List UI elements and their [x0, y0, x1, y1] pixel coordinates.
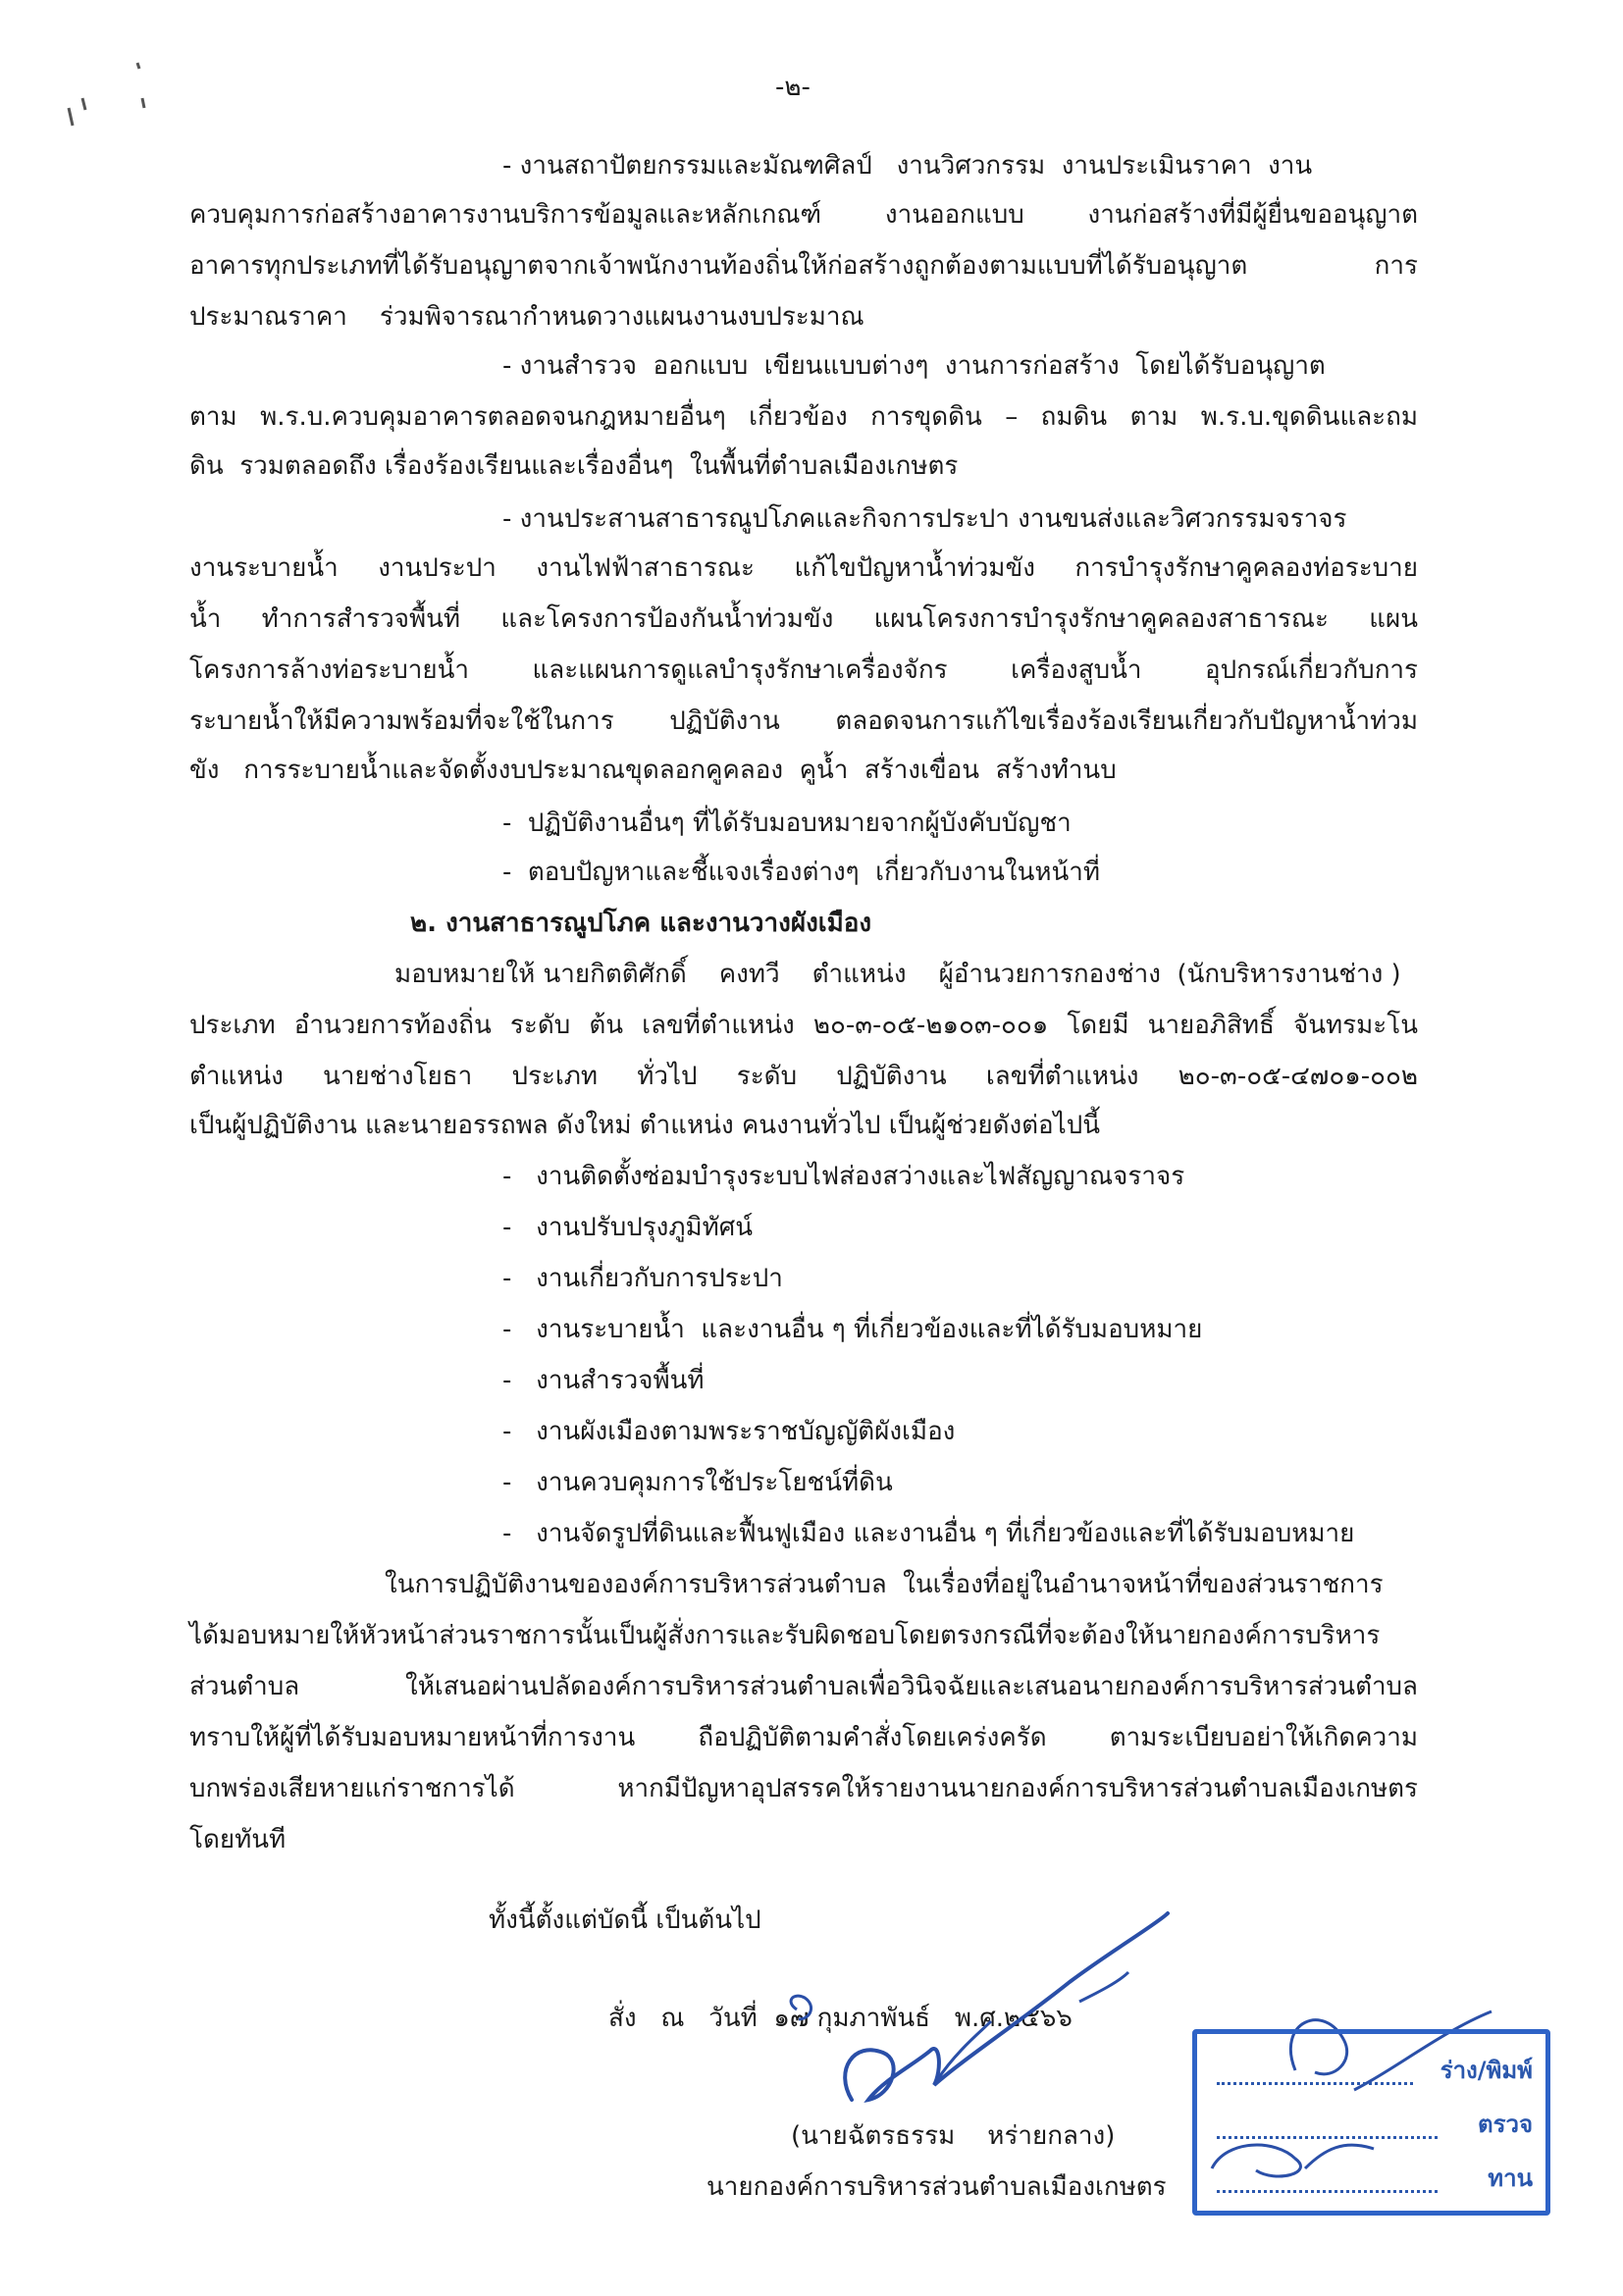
s2-item-8: - งานจัดรูปที่ดินและฟื้นฟูเมือง และงานอื่น ๆ ที่เกี่ยวข้องและที่ได้รับมอบหมาย: [502, 1519, 1355, 1548]
s1-line-14: - ปฏิบัติงานอื่นๆ ที่ได้รับมอบหมายจากผู้บังคับบัญชา: [502, 809, 1072, 838]
s1-line-6: ตาม พ.ร.บ.ควบคุมอาคารตลอดจนกฎหมายอื่นๆ เกี่ยวข้อง การขุดดิน – ถมดิน ตาม พ.ร.บ.ขุดดินและถม: [189, 402, 1418, 432]
page-number: -๒-: [775, 73, 811, 102]
closing-line-4: ทราบให้ผู้ที่ได้รับมอบหมายหน้าที่การงาน ถือปฏิบัติตามคำสั่งโดยเคร่งครัด ตามระเบียบอย่าให้เกิดความ: [189, 1723, 1418, 1752]
s2-item-4: - งานระบายน้ำ และงานอื่น ๆ ที่เกี่ยวข้องและที่ได้รับมอบหมาย: [502, 1315, 1203, 1344]
s1-line-2: ควบคุมการก่อสร้างอาคารงานบริการข้อมูลและหลักเกณฑ์ งานออกแบบ งานก่อสร้างที่มีผู้ยื่นขออนุญาต: [189, 200, 1418, 230]
s1-line-11: โครงการล้างท่อระบายน้ำ และแผนการดูแลบำรุงรักษาเครื่องจักร เครื่องสูบน้ำ อุปกรณ์เกี่ยวกับการ: [189, 655, 1418, 685]
s2-item-1: - งานติดตั้งซ่อมบำรุงระบบไฟส่องสว่างและไฟสัญญาณจราจร: [502, 1162, 1185, 1191]
s2-item-7: - งานควบคุมการใช้ประโยชน์ที่ดิน: [502, 1468, 893, 1497]
s2-line-3: ตำแหน่ง นายช่างโยธา ประเภท ทั่วไป ระดับ ปฏิบัติงาน เลขที่ตำแหน่ง ๒๐-๓-๐๕-๔๗๐๑-๐๐๒: [189, 1062, 1418, 1091]
stamp-row-check: [1217, 2108, 1541, 2147]
stamp-label-draft: ร่าง/พิมพ์: [1440, 2057, 1533, 2084]
s2-item-6: - งานผังเมืองตามพระราชบัญญัติผังเมือง: [502, 1417, 956, 1446]
stamp-label-check: ตรวจ: [1477, 2111, 1533, 2138]
closing-line-3: ส่วนตำบล ให้เสนอผ่านปลัดองค์การบริหารส่วนตำบลเพื่อวินิจฉัยและเสนอนายกองค์การบริหารส่วนตำบล: [189, 1672, 1418, 1701]
s2-item-2: - งานปรับปรุงภูมิทัศน์: [502, 1213, 754, 1242]
s2-item-5: - งานสำรวจพื้นที่: [502, 1366, 705, 1395]
s1-line-10: น้ำ ทำการสำรวจพื้นที่ และโครงการป้องกันน้ำท่วมขัง แผนโครงการบำรุงรักษาคูคลองสาธารณะ แผน: [189, 604, 1418, 634]
stamp-row-review: [1217, 2162, 1541, 2201]
signer-title: นายกองค์การบริหารส่วนตำบลเมืองเกษตร: [707, 2172, 1167, 2202]
s2-line-4: เป็นผู้ปฏิบัติงาน และนายอรรถพล ดังใหม่ ตำแหน่ง คนงานทั่วไป เป็นผู้ช่วยดังต่อไปนี้: [189, 1111, 1101, 1140]
stamp-row-draft: [1217, 2054, 1541, 2093]
s1-line-7: ดิน รวมตลอดถึง เรื่องร้องเรียนและเรื่องอื่นๆ ในพื้นที่ตำบลเมืองเกษตร: [189, 451, 959, 481]
closing-line-5: บกพร่องเสียหายแก่ราชการได้ หากมีปัญหาอุปสรรคให้รายงานนายกองค์การบริหารส่วนตำบลเมืองเกษตร: [189, 1774, 1418, 1803]
s1-line-3: อาคารทุกประเภทที่ได้รับอนุญาตจากเจ้าพนักงานท้องถิ่นให้ก่อสร้างถูกต้องตามแบบที่ได้รับอนุญาต การ: [189, 251, 1418, 281]
effective-statement: ทั้งนี้ตั้งแต่บัดนี้ เป็นต้นไป: [489, 1905, 761, 1935]
stamp-label-review: ทาน: [1488, 2165, 1533, 2192]
s1-line-15: - ตอบปัญหาและชี้แจงเรื่องต่างๆ เกี่ยวกับงานในหน้าที่: [502, 858, 1101, 887]
section2-heading: ๒. งานสาธารณูปโภค และงานวางผังเมือง: [410, 909, 872, 938]
s1-line-5: - งานสำรวจ ออกแบบ เขียนแบบต่างๆ งานการก่อสร้าง โดยได้รับอนุญาต: [502, 351, 1326, 381]
closing-line-6: โดยทันที: [189, 1825, 287, 1854]
s1-line-12: ระบายน้ำให้มีความพร้อมที่จะใช้ในการ ปฏิบัติงาน ตลอดจนการแก้ไขเรื่องร้องเรียนเกี่ยวกับปัญหาน้ำท่วม: [189, 706, 1418, 736]
s1-line-13: ขัง การระบายน้ำและจัดตั้งงบประมาณขุดลอกคูคลอง คูน้ำ สร้างเขื่อน สร้างทำนบ: [189, 756, 1117, 785]
s2-line-1: มอบหมายให้ นายกิตติศักดิ์ คงทวี ตำแหน่ง ผู้อำนวยการกองช่าง (นักบริหารงานช่าง ): [394, 960, 1401, 989]
s2-item-3: - งานเกี่ยวกับการประปา: [502, 1264, 783, 1293]
s1-line-1: - งานสถาปัตยกรรมและมัณฑศิลป์ งานวิศวกรรม งานประเมินราคา งาน: [502, 151, 1313, 181]
s1-line-9: งานระบายน้ำ งานประปา งานไฟฟ้าสาธารณะ แก้ไขปัญหาน้ำท่วมขัง การบำรุงรักษาคูคลองท่อระบาย: [189, 553, 1418, 583]
signer-name: (นายฉัตรธรรม หร่ายกลาง): [791, 2121, 1116, 2151]
s1-line-8: - งานประสานสาธารณูปโภคและกิจการประปา งานขนส่งและวิศวกรรมจราจร: [502, 504, 1347, 534]
closing-line-2: ได้มอบหมายให้หัวหน้าส่วนราชการนั้นเป็นผู้สั่งการและรับผิดชอบโดยตรงกรณีที่จะต้องให้นายกองค์การบริหาร: [189, 1621, 1381, 1650]
order-date: สั่ง ณ วันที่ ๑๗ กุมภาพันธ์ พ.ศ.๒๕๖๖: [608, 2004, 1073, 2033]
approval-stamp: [1192, 2029, 1550, 2216]
s2-line-2: ประเภท อำนวยการท้องถิ่น ระดับ ต้น เลขที่ตำแหน่ง ๒๐-๓-๐๕-๒๑๐๓-๐๐๑ โดยมี นายอภิสิทธิ์ จันทรมะโน: [189, 1011, 1418, 1040]
closing-line-1: ในการปฏิบัติงานขององค์การบริหารส่วนตำบล ในเรื่องที่อยู่ในอำนาจหน้าที่ของส่วนราชการ: [385, 1570, 1384, 1599]
s1-line-4: ประมาณราคา ร่วมพิจารณากำหนดวางแผนงานงบประมาณ: [189, 302, 864, 332]
